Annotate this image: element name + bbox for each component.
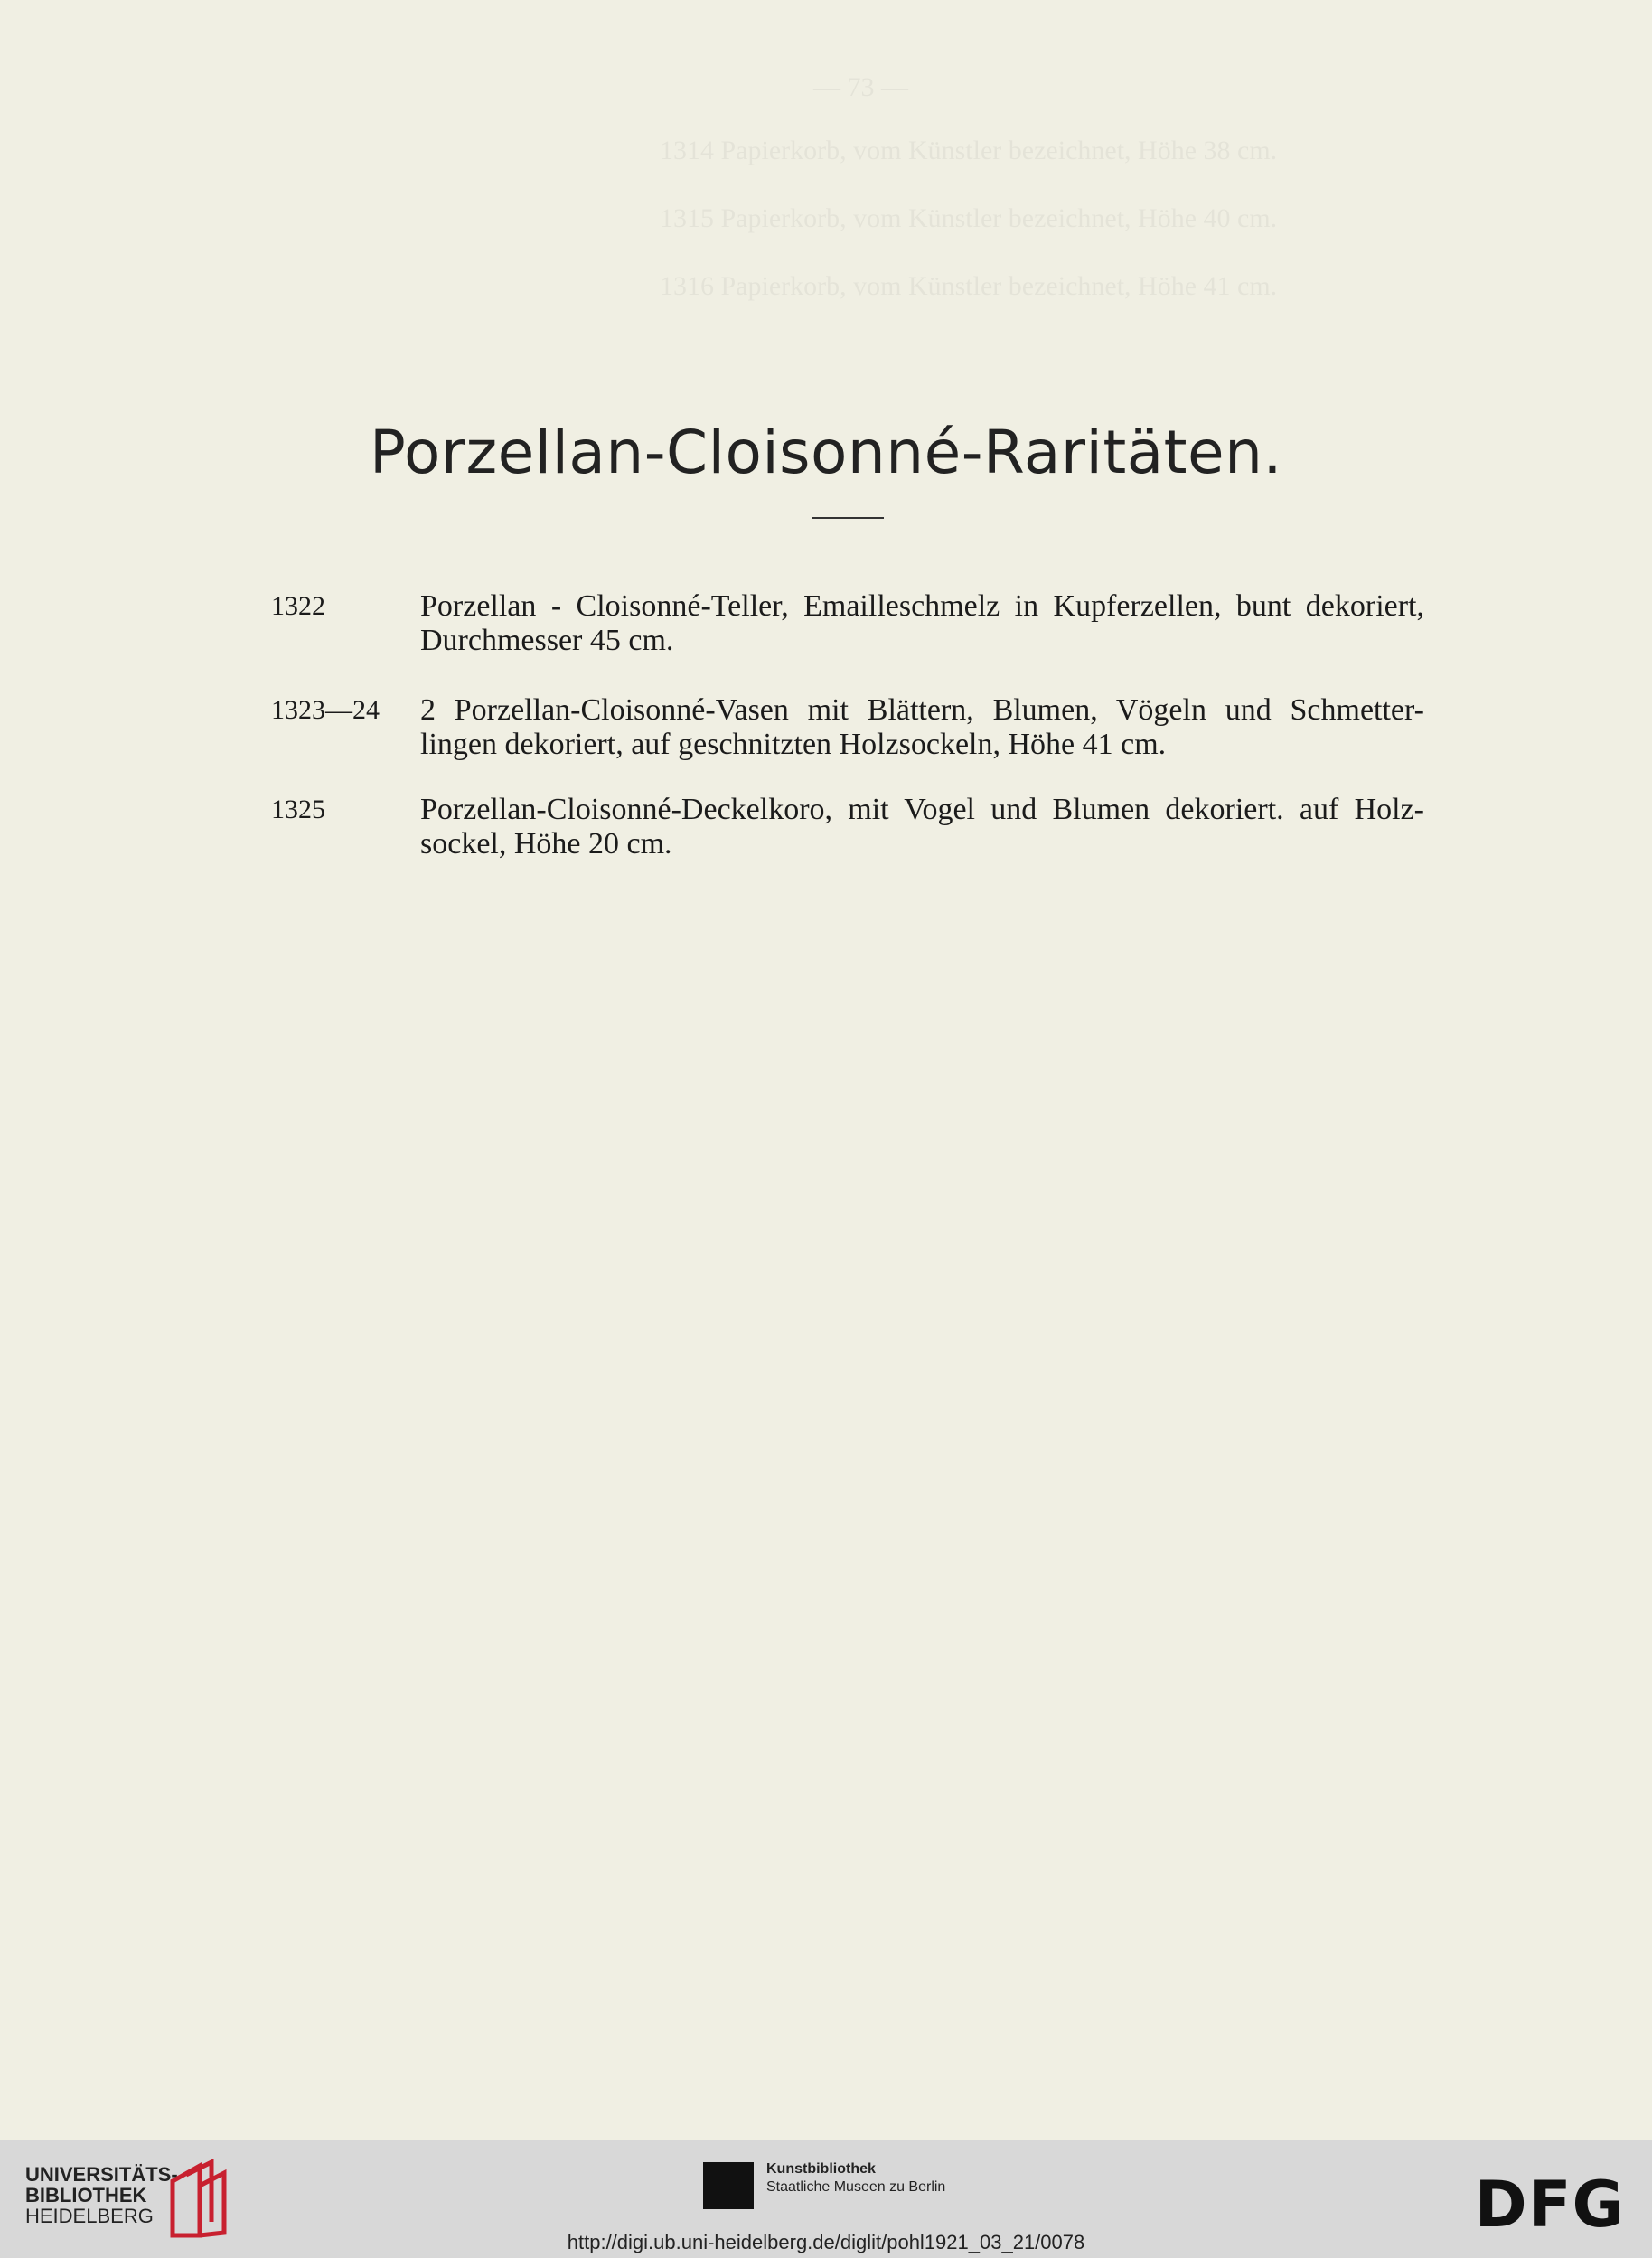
entry-text-line: lingen dekoriert, auf geschnitzten Holzsockeln, Höhe 41 cm. [420,728,1167,761]
kb-logo-line: Kunstbibliothek [766,2161,876,2177]
bleed-through-text: 1315 Papierkorb, vom Künstler bezeichnet, Höhe 40 cm. [660,203,1278,233]
bleed-through-text: 1316 Papierkorb, vom Künstler bezeichnet, Höhe 41 cm. [660,271,1278,301]
ub-logo-line: BIBLIOTHEK [25,2184,147,2206]
entry-number: 1323—24 [271,695,380,725]
bleed-through-text: — 73 — [813,72,908,102]
dfg-logo[interactable]: DFG [1474,2168,1625,2242]
page-title: Porzellan-Cloisonné-Raritäten. [370,418,1282,487]
entry-number: 1322 [271,591,325,621]
entry-text-line: sockel, Höhe 20 cm. [420,827,672,861]
entry-text-line: 2 Porzellan-Cloisonné-Vasen mit Blättern, Blumen, Vögeln und Schmetter- [420,693,1424,727]
page-url-link[interactable]: http://digi.ub.uni-heidelberg.de/diglit/pohl1921_03_21/0078 [567,2231,1085,2253]
entry-text-line: Durchmesser 45 cm. [420,624,674,657]
catalog-entry [271,793,1424,861]
entry-text-line: Porzellan-Cloisonné-Deckelkoro, mit Vogel und Blumen dekoriert. auf Holz- [420,793,1424,826]
kunstbibliothek-logo-icon [703,2162,754,2209]
ub-logo-icon [168,2159,231,2240]
footer-bar [0,2140,1652,2258]
entry-number: 1325 [271,795,325,824]
kb-logo-line: Staatliche Museen zu Berlin [766,2179,946,2195]
bleed-through-text: 1314 Papierkorb, vom Künstler bezeichnet, Höhe 38 cm. [660,136,1278,165]
entry-text-line: Porzellan - Cloisonné-Teller, Emailleschmelz in Kupferzellen, bunt dekoriert, [420,589,1424,623]
ub-logo-line: UNIVERSITÄTS- [25,2163,178,2186]
ub-heidelberg-logo[interactable] [25,2164,178,2226]
ub-logo-line: HEIDELBERG [25,2205,154,2227]
title-rule [812,517,884,519]
catalog-entry [271,589,1424,658]
catalog-entry [271,693,1424,762]
kunstbibliothek-logo[interactable] [766,2160,945,2197]
